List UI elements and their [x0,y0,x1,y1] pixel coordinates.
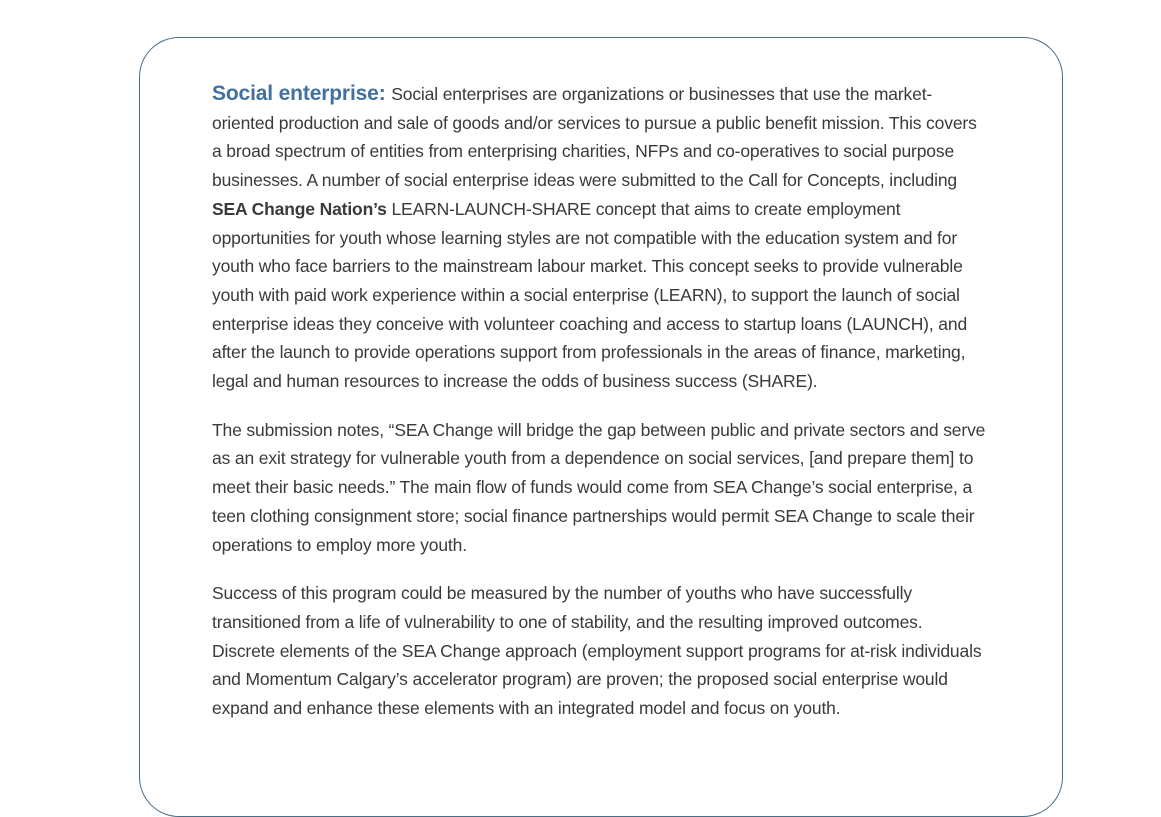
paragraph-social-enterprise [212,80,990,396]
text-segment: SEA Change Nation’s [212,198,387,219]
text-segment: Social enterprises are organizations or businesses that use the market-oriented production and sale of goods and/or services to pursue a public benefit mission. This covers a broad spectrum of entities from enterprising charities, NFPs and co-operatives to social purpose businesses. A number of social enterprise ideas were submitted to the Call for Concepts, including [212,84,977,191]
text-segment: LEARN-LAUNCH-SHARE concept that aims to create employment opportunities for youth whose learning styles are not compatible with the education system and for youth who face barriers to the mainstream labour market. This concept seeks to provide vulnerable youth with paid work experience within a social enterprise (LEARN), to support the launch of social enterprise ideas they conceive with volunteer coaching and access to startup loans (LAUNCH), and after the launch to provide operations support from professionals in the areas of finance, marketing, legal and human resources to increase the odds of business success (SHARE). [212,198,968,392]
section-heading: Social enterprise: [212,82,392,105]
article-content [212,80,990,743]
paragraph-success-measures [212,579,990,723]
text-segment: The submission notes, “SEA Change will bridge the gap between public and private sectors and serve as an exit strategy for vulnerable youth from a dependence on social services, [and prepare them] to meet their basic needs.” The main flow of funds would come from SEA Change’s social enterprise, a teen clothing consignment store; social finance partnerships would permit SEA Change to scale their operations to employ more youth. [212,419,986,555]
paragraph-submission [212,416,990,560]
text-segment: Success of this program could be measured by the number of youths who have successfully transitioned from a life of vulnerability to one of stability, and the resulting improved outcomes. Discrete elements of the SEA Change approach (employment support programs for at-risk individuals and Momentum Calgary’s accelerator program) are proven; the proposed social enterprise would expand and enhance these elements with an integrated model and focus on youth. [212,583,982,719]
